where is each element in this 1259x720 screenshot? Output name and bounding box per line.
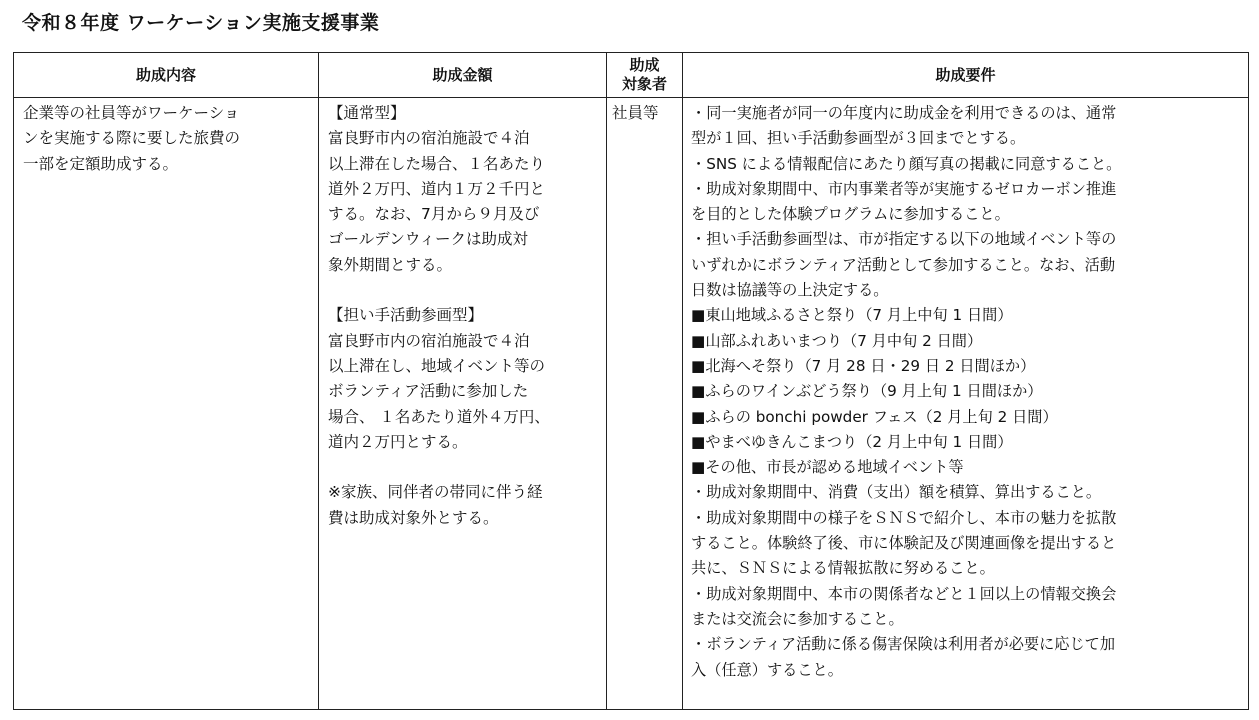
requirement-line: いずれかにボランティア活動として参加すること。なお、活動	[691, 255, 1116, 274]
amount-line: 以上滞在した場合、１名あたり	[328, 154, 546, 173]
requirement-line: ■やまべゆきんこまつり（2 月上中旬 1 日間）	[691, 432, 1013, 451]
requirement-line: ■ふらの bonchi powder フェス（2 月上旬 2 日間）	[691, 407, 1058, 426]
cell-amount	[319, 98, 607, 710]
content-line: 一部を定額助成する。	[23, 154, 179, 173]
cell-content	[14, 98, 319, 710]
requirement-line: を目的とした体験プログラムに参加すること。	[691, 205, 1010, 224]
requirement-line: 共に、ＳＮＳによる情報拡散に努めること。	[691, 559, 995, 578]
amount-line: 費は助成対象外とする。	[328, 508, 499, 527]
amount-line: 象外期間とする。	[328, 255, 453, 274]
amount-line: 以上滞在し、地域イベント等の	[328, 356, 546, 375]
amount-line: 道内２万円とする。	[328, 432, 468, 451]
requirement-line: ■その他、市長が認める地域イベント等	[691, 458, 964, 477]
requirement-line: 入（任意）すること。	[691, 660, 843, 679]
header-amount: 助成金額	[319, 53, 607, 98]
amount-line: 富良野市内の宿泊施設で４泊	[328, 331, 530, 350]
amount-line: 【通常型】	[328, 104, 406, 122]
header-row	[14, 53, 1249, 98]
amount-line: ボランティア活動に参加した	[328, 382, 529, 401]
requirement-line: ・ボランティア活動に係る傷害保険は利用者が必要に応じて加	[691, 635, 1116, 654]
requirement-line: すること。体験終了後、市に体験記及び関連画像を提出すると	[691, 534, 1117, 553]
amount-line: 【担い手活動参画型】	[328, 306, 484, 325]
header-target-line2: 対象者	[621, 75, 667, 93]
subsidy-table	[13, 52, 1249, 710]
amount-line: ※家族、同伴者の帯同に伴う経	[328, 483, 543, 502]
requirement-line: ■ふらのワインぶどう祭り（9 月上旬 1 日間ほか）	[691, 382, 1043, 401]
requirement-line: ■北海へそ祭り（7 月 28 日・29 日 2 日間ほか）	[691, 356, 1036, 375]
requirement-line: ■東山地域ふるさと祭り（7 月上中旬 1 日間）	[691, 306, 1013, 325]
header-target-line1: 助成	[629, 56, 660, 74]
requirement-line: ・SNS による情報配信にあたり顔写真の掲載に同意すること。	[691, 154, 1122, 173]
requirement-line: 日数は協議等の上決定する。	[691, 281, 889, 300]
requirement-line: ・助成対象期間中、消費（支出）額を積算、算出すること。	[691, 483, 1102, 502]
requirement-line: ・同一実施者が同一の年度内に助成金を利用できるのは、通常	[691, 104, 1117, 122]
cell-target: 社員等	[607, 98, 683, 710]
requirement-line: ・助成対象期間中の様子をＳＮＳで紹介し、本市の魅力を拡散	[691, 508, 1117, 527]
amount-line: 道外２万円、道内１万２千円と	[328, 179, 546, 198]
requirement-line: ・助成対象期間中、市内事業者等が実施するゼロカーボン推進	[691, 179, 1117, 198]
amount-line: 場合、 １名あたり道外４万円、	[328, 407, 550, 426]
amount-line: する。なお、7月から９月及び	[328, 205, 540, 224]
requirement-line: ■山部ふれあいまつり（7 月中旬 2 日間）	[691, 331, 983, 350]
requirement-line: 型が１回、担い手活動参画型が３回までとする。	[691, 129, 1026, 148]
requirement-line: ・担い手活動参画型は、市が指定する以下の地域イベント等の	[691, 230, 1117, 249]
header-requirements: 助成要件	[683, 53, 1249, 98]
amount-line: ゴールデンウィークは助成対	[328, 230, 528, 249]
amount-line	[328, 455, 600, 480]
table-row	[14, 98, 1249, 710]
content-line: 企業等の社員等がワーケーショ	[23, 104, 240, 122]
header-target	[607, 53, 683, 98]
cell-requirements	[683, 98, 1249, 710]
requirement-line: または交流会に参加すること。	[691, 609, 904, 628]
amount-line	[328, 278, 600, 303]
page-title: 令和８年度 ワーケーション実施支援事業	[22, 12, 380, 34]
content-line: ンを実施する際に要した旅費の	[23, 129, 241, 148]
amount-line: 富良野市内の宿泊施設で４泊	[328, 129, 530, 148]
header-content: 助成内容	[14, 53, 319, 98]
requirement-line: ・助成対象期間中、本市の関係者などと１回以上の情報交換会	[691, 584, 1117, 603]
